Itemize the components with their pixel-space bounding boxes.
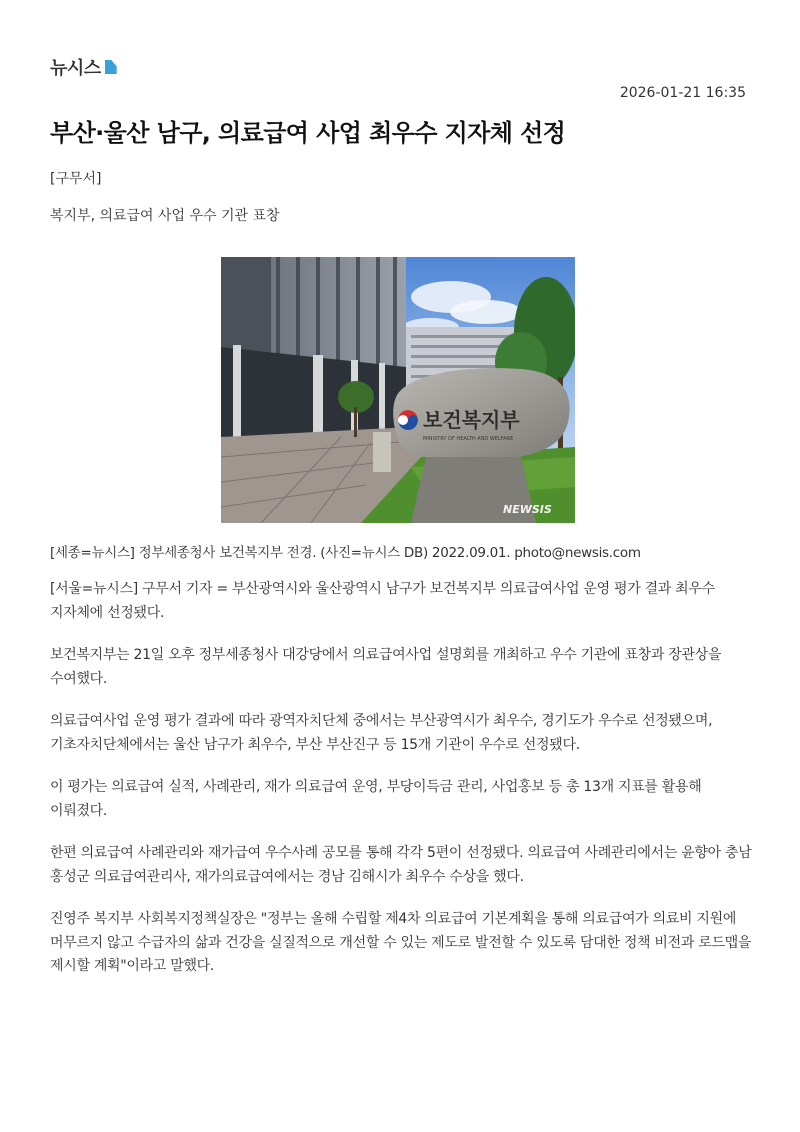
article-photo (221, 257, 575, 523)
photo-sign-subtext: MINISTRY OF HEALTH AND WELFARE (423, 436, 514, 442)
article-paragraph: 보건복지부는 21일 오후 정부세종청사 대강당에서 의료급여사업 설명회를 개최하고 우수 기관에 표창과 장관상을 수여했다. (50, 647, 722, 687)
article-subtitle: 복지부, 의료급여 사업 우수 기관 표창 (50, 208, 280, 224)
article-date: 2026-01-21 16:35 (619, 85, 746, 101)
article-body (50, 578, 752, 998)
article-paragraph: 한편 의료급여 사례관리와 재가급여 우수사례 공모를 통해 각각 5편이 선정됐다. 의료급여 사례관리에서는 윤향아 충남 홍성군 의료급여관리사, 재가의료급여에서는 경남 김해시가 최우수 수상을 했다. (50, 845, 752, 885)
newsis-logo-icon (105, 60, 117, 74)
article-paragraph: [서울=뉴시스] 구무서 기자 = 부산광역시와 울산광역시 남구가 보건복지부 의료급여사업 운영 평가 결과 최우수 지자체에 선정됐다. (50, 581, 715, 621)
article-paragraph: 이 평가는 의료급여 실적, 사례관리, 재가 의료급여 운영, 부당이득금 관리, 사업홍보 등 총 13개 지표를 활용해 이뤄졌다. (50, 779, 702, 819)
logo-text: 뉴시스 (50, 58, 101, 79)
photo-sign-text: 보건복지부 (423, 408, 520, 432)
photo-caption: [세종=뉴시스] 정부세종청사 보건복지부 전경. (사진=뉴시스 DB) 2022.09.01. photo@newsis.com (50, 545, 641, 561)
article-paragraph: 진영주 복지부 사회복지정책실장은 "정부는 올해 수립할 제4차 의료급여 기본계획을 통해 의료급여가 의료비 지원에 머무르지 않고 수급자의 삶과 건강을 실질적으로 개선할 수 있는 제도로 발전할 수 있도록 담대한 정책 비전과 로드맵을 제시할 계획"이라고 말했다. (50, 911, 752, 974)
ministry-building-photo (221, 257, 575, 523)
photo-watermark: NEWSIS (503, 503, 552, 516)
article-title: 부산·울산 남구, 의료급여 사업 최우수 지자체 선정 (50, 119, 566, 147)
site-logo[interactable] (50, 54, 117, 80)
article-paragraph: 의료급여사업 운영 평가 결과에 따라 광역자치단체 중에서는 부산광역시가 최우수, 경기도가 우수로 선정됐으며, 기초자치단체에서는 울산 남구가 최우수, 부산 부산진구 등 15개 기관이 우수로 선정됐다. (50, 713, 713, 753)
article-byline: [구무서] (50, 171, 102, 187)
